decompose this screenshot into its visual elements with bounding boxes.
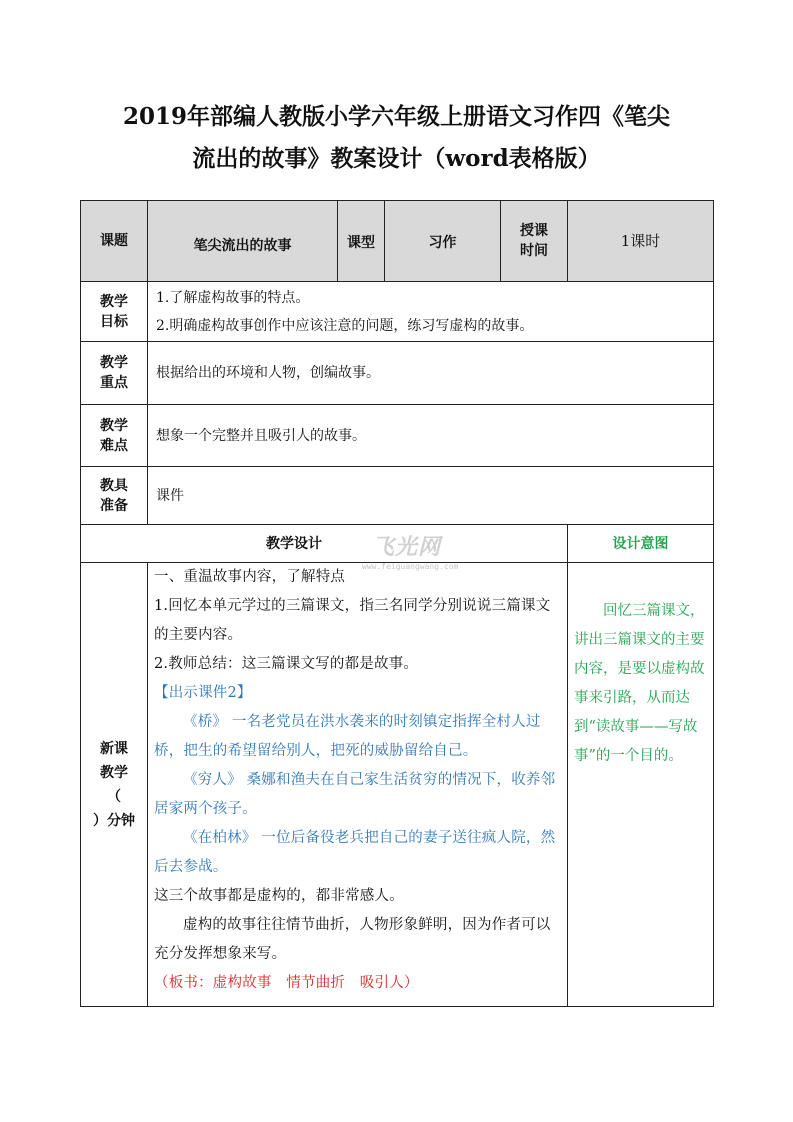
design-line-5: 《桥》 一名老党员在洪水袭来的时刻镇定指挥全村人过桥，把生的希望留给别人，把死的威胁留给自己。 [154,714,541,759]
design-line-7: 《在柏林》 一位后备役老兵把自己的妻子送往疯人院，然后去参战。 [154,830,556,875]
design-line-2: 1.回忆本单元学过的三篇课文，指三名同学分别说说三篇课文的主要内容。 [154,598,551,643]
lesson-label: 新课 教学 （ ）分钟 [81,563,148,1007]
topic-value: 笔尖流出的故事 [148,201,338,282]
goal-item-2: 2.明确虚构故事创作中应该注意的问题，练习写虚构的故事。 [156,317,534,334]
document-title [80,96,713,180]
header-row [81,201,714,282]
design-header-right: 设计意图 [568,525,714,563]
difficulties-row [81,405,714,467]
goals-content [148,282,714,342]
design-line-10: （板书：虚构故事 情节曲折 吸引人） [154,975,419,991]
design-line-1: 一、重温故事内容，了解特点 [154,569,346,585]
tools-value: 课件 [148,467,714,525]
design-line-9: 虚构的故事往往情节曲折，人物形象鲜明，因为作者可以充分发挥想象来写。 [154,917,551,962]
tools-label: 教具 准备 [81,467,148,525]
lesson-design [148,563,568,1007]
topic-label: 课题 [81,201,148,282]
goal-item-1: 1.了解虚构故事的特点。 [156,289,310,306]
design-line-8: 这三个故事都是虚构的，都非常感人。 [154,888,404,904]
type-value: 习作 [385,201,501,282]
lesson-intent [568,563,714,1007]
title-line-1: 2019年部编人教版小学六年级上册语文习作四《笔尖 [122,103,670,130]
difficulties-label: 教学 难点 [81,405,148,467]
key-points-row [81,342,714,405]
time-label [501,201,568,282]
time-label-text: 授课 时间 [520,223,548,259]
design-line-4: 【出示课件2】 [154,685,252,701]
tools-row [81,467,714,525]
design-line-6: 《穷人》 桑娜和渔夫在自己家生活贫穷的情况下，收养邻居家两个孩子。 [154,772,556,817]
watermark-text: 飞光网 [372,535,442,560]
intent-text: 回忆三篇课文，讲出三篇课文的主要内容，是要以虚构故事来引路，从而达到“读故事——写故事”的一个目的。 [574,603,705,764]
difficulties-value: 想象一个完整并且吸引人的故事。 [148,405,714,467]
title-line-2: 流出的故事》教案设计（word表格版） [192,145,601,172]
goals-row [81,282,714,342]
type-label: 课型 [338,201,385,282]
design-header-left: 教学设计 [81,525,568,563]
lesson-row [81,563,714,1007]
key-points-label: 教学 重点 [81,342,148,405]
key-points-value: 根据给出的环境和人物，创编故事。 [148,342,714,405]
watermark-url: www.feiguangwang.com [362,562,459,571]
lesson-plan-table [80,200,714,1007]
goals-label: 教学 目标 [81,282,148,342]
design-header-row [81,525,714,563]
design-line-3: 2.教师总结：这三篇课文写的都是故事。 [154,656,419,672]
time-value: 1课时 [568,201,714,282]
